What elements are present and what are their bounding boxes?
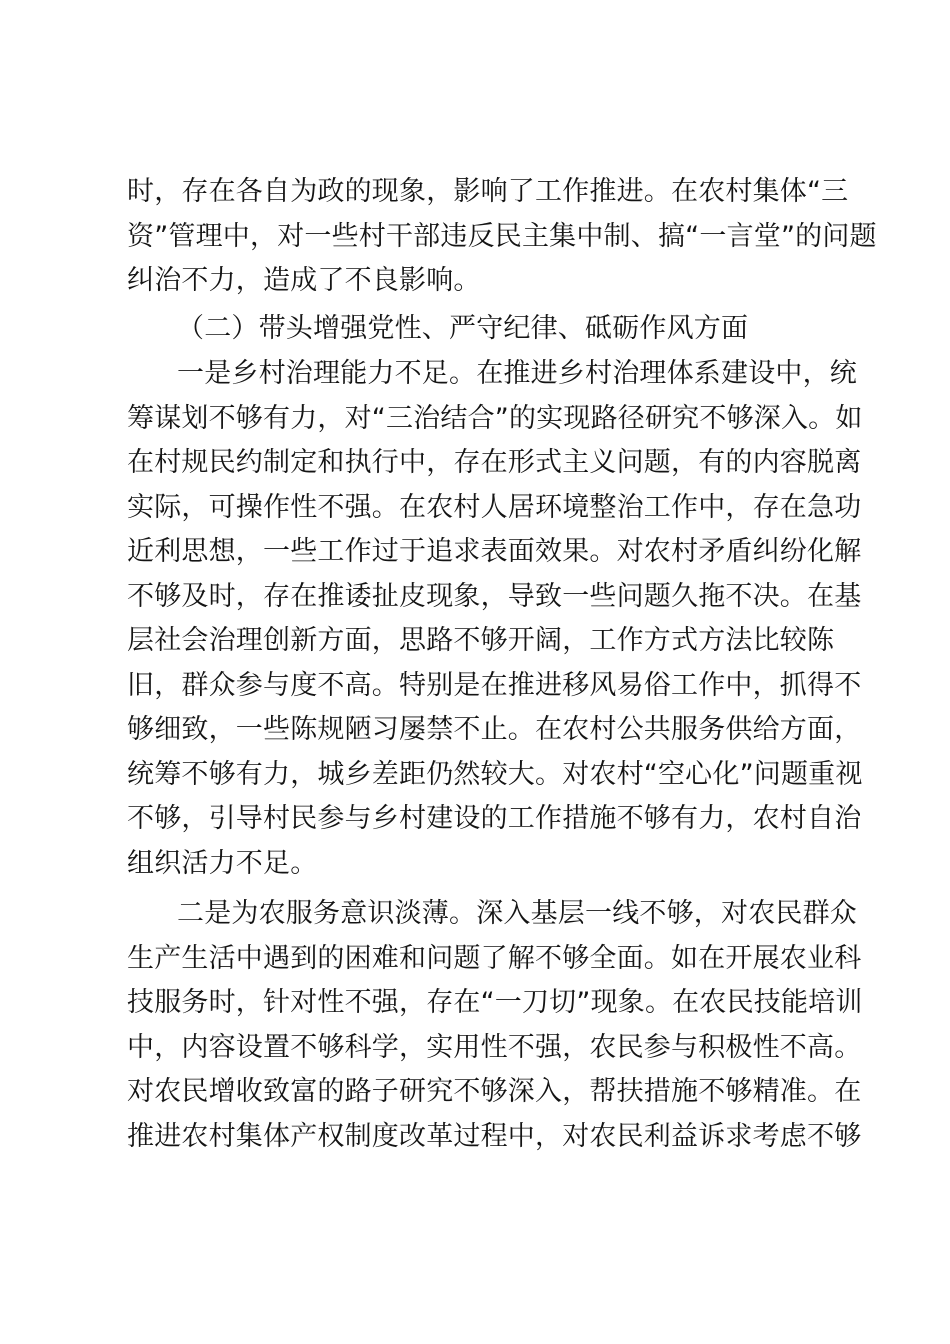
text-line: 二是为农服务意识淡薄。深入基层一线不够，对农民群众	[177, 898, 857, 929]
paragraph-point-two	[127, 892, 863, 1159]
text-line: 不够，引导村民参与乡村建设的工作措施不够有力，农村自治	[127, 803, 862, 834]
paragraph-point-one	[127, 352, 863, 886]
text-line: 组织活力不足。	[127, 847, 318, 879]
text-line: 近利思想，一些工作过于追求表面效果。对农村矛盾纠纷化解	[127, 536, 862, 567]
text-line: 旧，群众参与度不高。特别是在推进移风易俗工作中，抓得不	[127, 669, 862, 701]
text-line: 筹谋划不够有力，对“三治结合”的实现路径研究不够深入。如	[127, 402, 863, 434]
text-line: 实际，可操作性不强。在农村人居环境整治工作中，存在急功	[127, 491, 862, 523]
text-line: 对农民增收致富的路子研究不够深入，帮扶措施不够精准。在	[127, 1076, 862, 1107]
text-line: 够细致，一些陈规陋习屡禁不止。在农村公共服务供给方面，	[127, 714, 862, 745]
document-body	[127, 170, 877, 1159]
text-line: 统筹不够有力，城乡差距仍然较大。对农村“空心化”问题重视	[127, 758, 863, 790]
text-line: 资”管理中，对一些村干部违反民主集中制、搞“一言堂”的问题	[127, 220, 877, 252]
text-line: 生产生活中遇到的困难和问题了解不够全面。如在开展农业科	[127, 942, 862, 974]
text-line: 技服务时，针对性不强，存在“一刀切”现象。在农民技能培训	[127, 987, 863, 1018]
text-line: 层社会治理创新方面，思路不够开阔，工作方式方法比较陈	[127, 625, 835, 656]
text-line: 一是乡村治理能力不足。在推进乡村治理体系建设中，统	[177, 358, 857, 389]
paragraph-continuation	[127, 170, 877, 304]
section-heading	[127, 307, 827, 352]
text-line: 纠治不力，造成了不良影响。	[127, 265, 481, 296]
section-heading-text: （二）带头增强党性、严守纪律、砥砺作风方面	[177, 312, 749, 344]
text-line: 在村规民约制定和执行中，存在形式主义问题，有的内容脱离	[127, 447, 862, 478]
text-line: 不够及时，存在推诿扯皮现象，导致一些问题久拖不决。在基	[127, 580, 862, 612]
text-line: 中，内容设置不够科学，实用性不强，农民参与积极性不高。	[127, 1031, 862, 1063]
text-line: 时，存在各自为政的现象，影响了工作推进。在农村集体“三	[127, 176, 849, 207]
text-line: 推进农村集体产权制度改革过程中，对农民利益诉求考虑不够	[127, 1120, 862, 1152]
